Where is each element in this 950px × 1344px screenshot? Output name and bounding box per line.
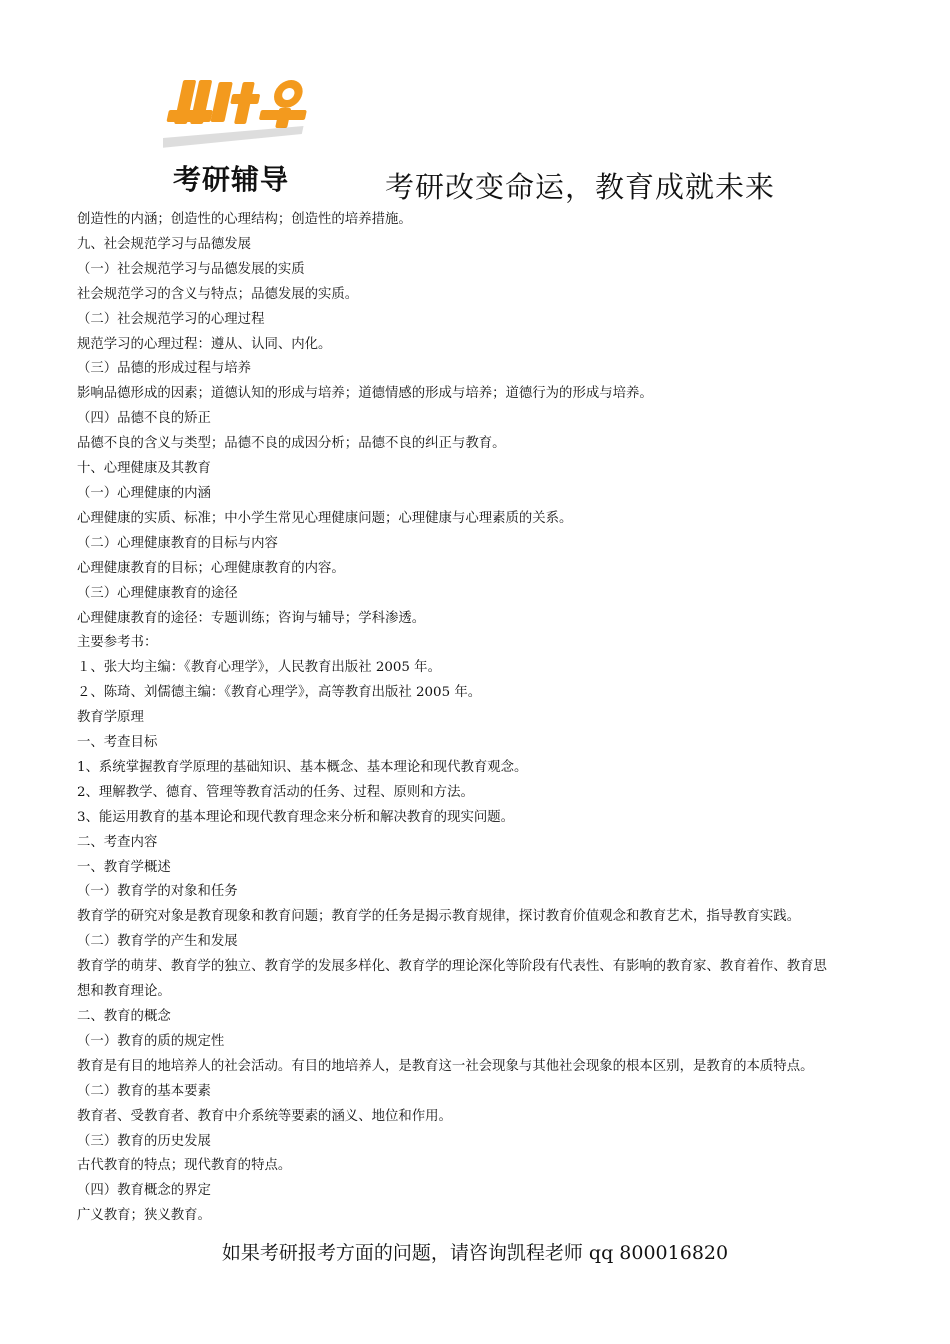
kaicheng-logo (163, 72, 323, 202)
section-heading: 一、考查目标 (77, 735, 158, 751)
text-line: 古代教育的特点；现代教育的特点。 (77, 1158, 292, 1174)
text-line: 教育是有目的地培养人的社会活动。有目的地培养人，是教育这一社会现象与其他社会现象的根本区别，是教育的本质特点。 (77, 1058, 814, 1074)
reference-item: ２、陈琦、刘儒德主编：《教育心理学》，高等教育出版社 2005 年。 (77, 685, 482, 701)
text-line: 想和教育理论。 (77, 984, 171, 1000)
section-heading: 二、考查内容 (77, 834, 158, 850)
section-heading: 二、教育的概念 (77, 1009, 171, 1024)
subsection-heading: （一）教育的质的规定性 (77, 1033, 225, 1049)
text-line: 创造性的内涵；创造性的心理结构；创造性的培养措施。 (77, 212, 412, 227)
subsection-heading: （二）教育学的产生和发展 (77, 934, 238, 950)
subsection-heading: （一）教育学的对象和任务 (77, 884, 238, 900)
subsection-heading: （四）品德不良的矫正 (77, 411, 211, 427)
text-line: 心理健康教育的目标；心理健康教育的内容。 (77, 560, 345, 576)
objective-item: 2、理解教学、德育、管理等教育活动的任务、过程、原则和方法。 (77, 784, 474, 800)
text-line: 广义教育；狭义教育。 (77, 1208, 211, 1224)
text-line: 教育学的萌芽、教育学的独立、教育学的发展多样化、教育学的理论深化等阶段有代表性、有影响的教育家、教育着作、教育思 (77, 959, 827, 975)
section-heading: 一、教育学概述 (77, 859, 171, 875)
section-heading: 十、心理健康及其教育 (77, 461, 211, 477)
subsection-heading: （三）心理健康教育的途径 (77, 585, 238, 601)
reference-item: １、张大均主编：《教育心理学》，人民教育出版社 2005 年。 (77, 660, 441, 676)
text-line: 教育者、受教育者、教育中介系统等要素的涵义、地位和作用。 (77, 1108, 452, 1124)
subsection-heading: （三）教育的历史发展 (77, 1133, 211, 1149)
text-line: 影响品德形成的因素；道德认知的形成与培养；道德情感的形成与培养；道德行为的形成与培养。 (77, 386, 653, 402)
subsection-heading: （二）心理健康教育的目标与内容 (77, 535, 278, 551)
references-heading: 主要参考书： (77, 635, 158, 651)
subsection-heading: （一）心理健康的内涵 (77, 485, 211, 501)
page-footer: 如果考研报考方面的问题，请咨询凯程老师 qq 800016820 (221, 1242, 729, 1264)
text-line: 心理健康的实质、标准；中小学生常见心理健康问题；心理健康与心理素质的关系。 (77, 510, 573, 526)
subsection-heading: （四）教育概念的界定 (77, 1183, 211, 1199)
text-line: 品德不良的含义与类型；品德不良的成因分析；品德不良的纠正与教育。 (77, 436, 506, 452)
logo-subtitle: 考研辅导 (173, 163, 290, 196)
text-line: 规范学习的心理过程：遵从、认同、内化。 (77, 336, 332, 352)
document-body (77, 208, 887, 1229)
subsection-heading: （一）社会规范学习与品德发展的实质 (77, 261, 305, 277)
page-header (0, 0, 950, 210)
subject-title: 教育学原理 (77, 710, 144, 726)
objective-item: 3、能运用教育的基本理论和现代教育理念来分析和解决教育的现实问题。 (77, 809, 515, 825)
subsection-heading: （二）社会规范学习的心理过程 (77, 311, 265, 327)
text-line: 心理健康教育的途径：专题训练；咨询与辅导；学科渗透。 (77, 610, 426, 626)
subsection-heading: （二）教育的基本要素 (77, 1083, 211, 1099)
objective-item: 1、系统掌握教育学原理的基础知识、基本概念、基本理论和现代教育观念。 (77, 759, 528, 775)
subsection-heading: （三）品德的形成过程与培养 (77, 361, 252, 377)
header-slogan: 考研改变命运，教育成就未来 (385, 170, 776, 204)
text-line: 教育学的研究对象是教育现象和教育问题；教育学的任务是揭示教育规律，探讨教育价值观念和教育艺术，指导教育实践。 (77, 909, 801, 925)
text-line: 社会规范学习的含义与特点；品德发展的实质。 (77, 286, 359, 302)
section-heading: 九、社会规范学习与品德发展 (77, 236, 252, 252)
kaicheng-logo-mark (163, 72, 323, 158)
